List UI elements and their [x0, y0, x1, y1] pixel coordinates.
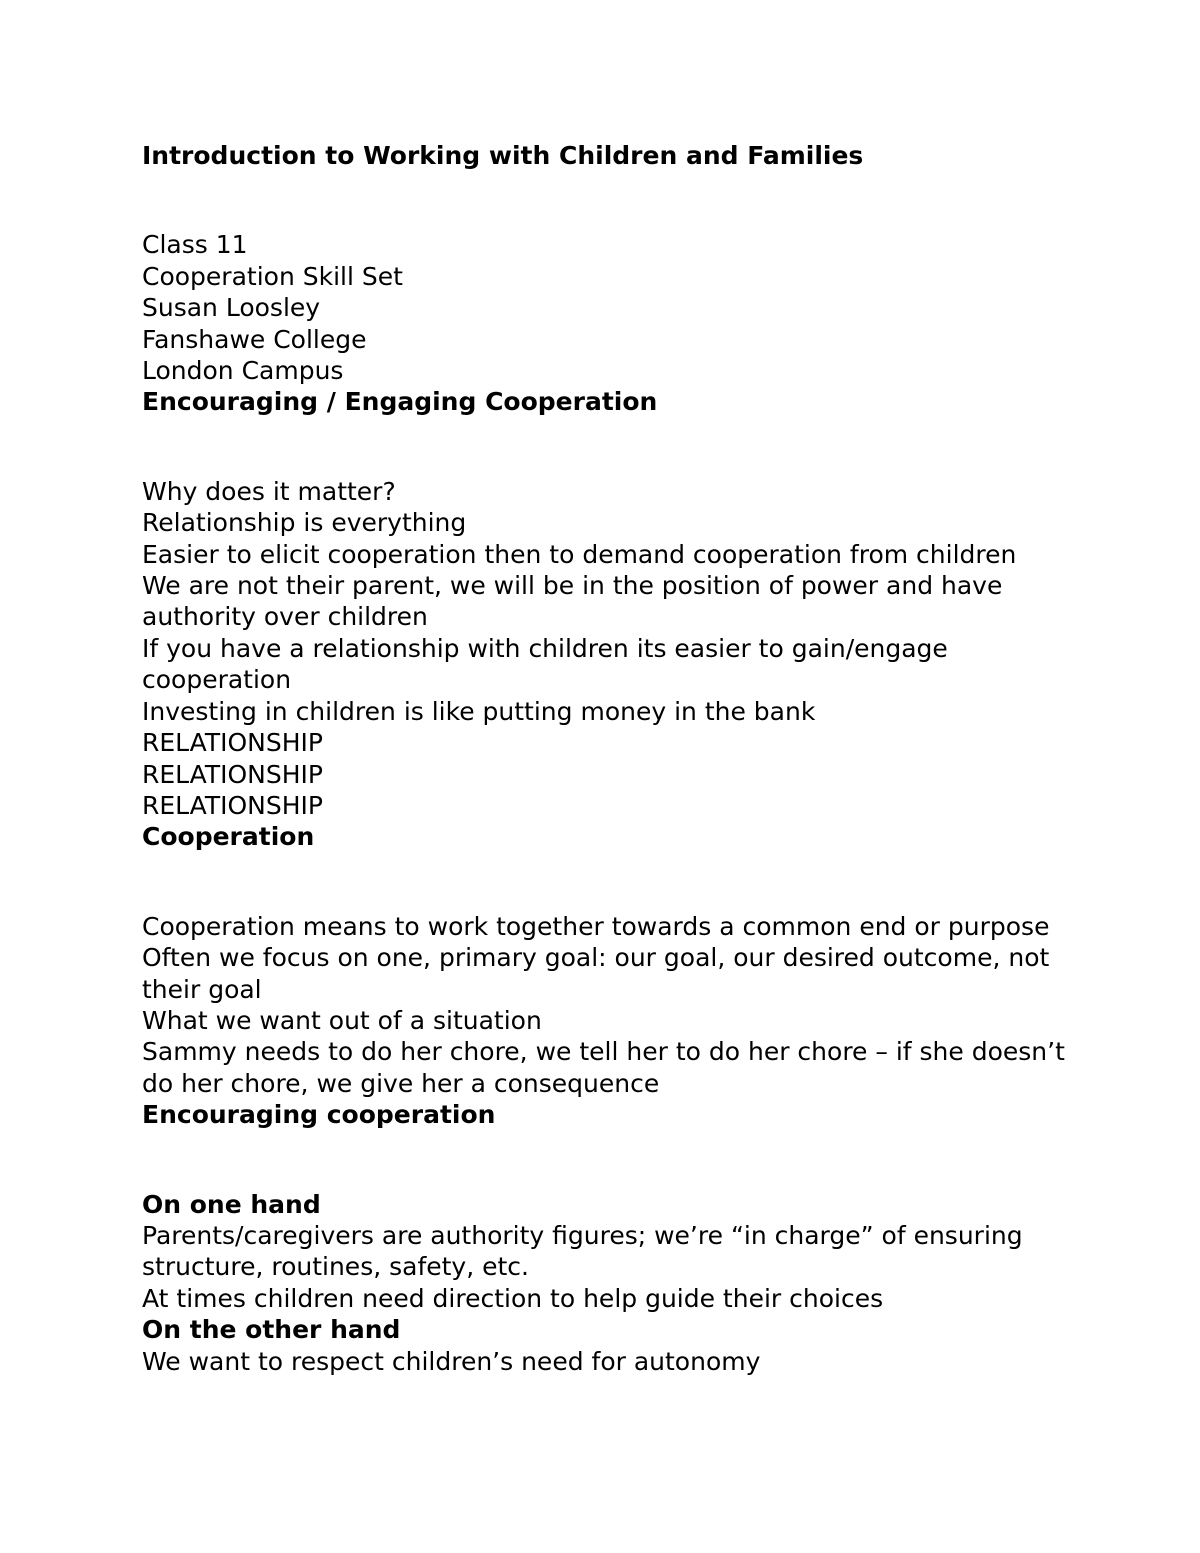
body-line: Sammy needs to do her chore, we tell her to do her chore – if she doesn’t do her chore, we give her a consequence [142, 1037, 1065, 1098]
document-title: Introduction to Working with Children and Families [142, 141, 864, 170]
body-line: Why does it matter? [142, 476, 396, 506]
spacer [142, 853, 1102, 911]
body-line: Relationship is everything [142, 508, 467, 538]
body-line: RELATIONSHIP [142, 790, 323, 820]
body-line: Easier to elicit cooperation then to demand cooperation from children [142, 539, 1017, 569]
class-number: Class 11 [142, 230, 248, 260]
subheading: On the other hand [142, 1315, 401, 1345]
spacer [142, 418, 1102, 476]
body-line: Parents/caregivers are authority figures; we’re “in charge” of ensuring structure, routines, safety, etc. [142, 1220, 1023, 1282]
institution-name: Fanshawe College [142, 324, 367, 354]
campus-name: London Campus [142, 356, 344, 386]
body-line: At times children need direction to help guide their choices [142, 1283, 884, 1313]
section-heading: Encouraging / Engaging Cooperation [142, 387, 658, 417]
body-line: Investing in children is like putting money in the bank [142, 696, 816, 726]
body-line: If you have a relationship with children its easier to gain/engage cooperation [142, 633, 948, 695]
body-line: What we want out of a situation [142, 1005, 542, 1035]
spacer [142, 1131, 1102, 1189]
body-line: RELATIONSHIP [142, 728, 323, 758]
course-topic: Cooperation Skill Set [142, 261, 403, 291]
section-heading: Cooperation [142, 822, 315, 852]
body-line: Cooperation means to work together towards a common end or purpose [142, 911, 1050, 941]
body-line: Often we focus on one, primary goal: our goal, our desired outcome, not their goal [142, 943, 1050, 1004]
subheading: On one hand [142, 1189, 321, 1219]
spacer [142, 171, 1102, 229]
body-line: We are not their parent, we will be in the position of power and have authority over children [142, 571, 1003, 632]
author-name: Susan Loosley [142, 293, 321, 323]
document-body [142, 140, 1102, 1377]
body-line: RELATIONSHIP [142, 759, 323, 789]
section-heading: Encouraging cooperation [142, 1100, 496, 1130]
body-line: We want to respect children’s need for autonomy [142, 1346, 761, 1376]
